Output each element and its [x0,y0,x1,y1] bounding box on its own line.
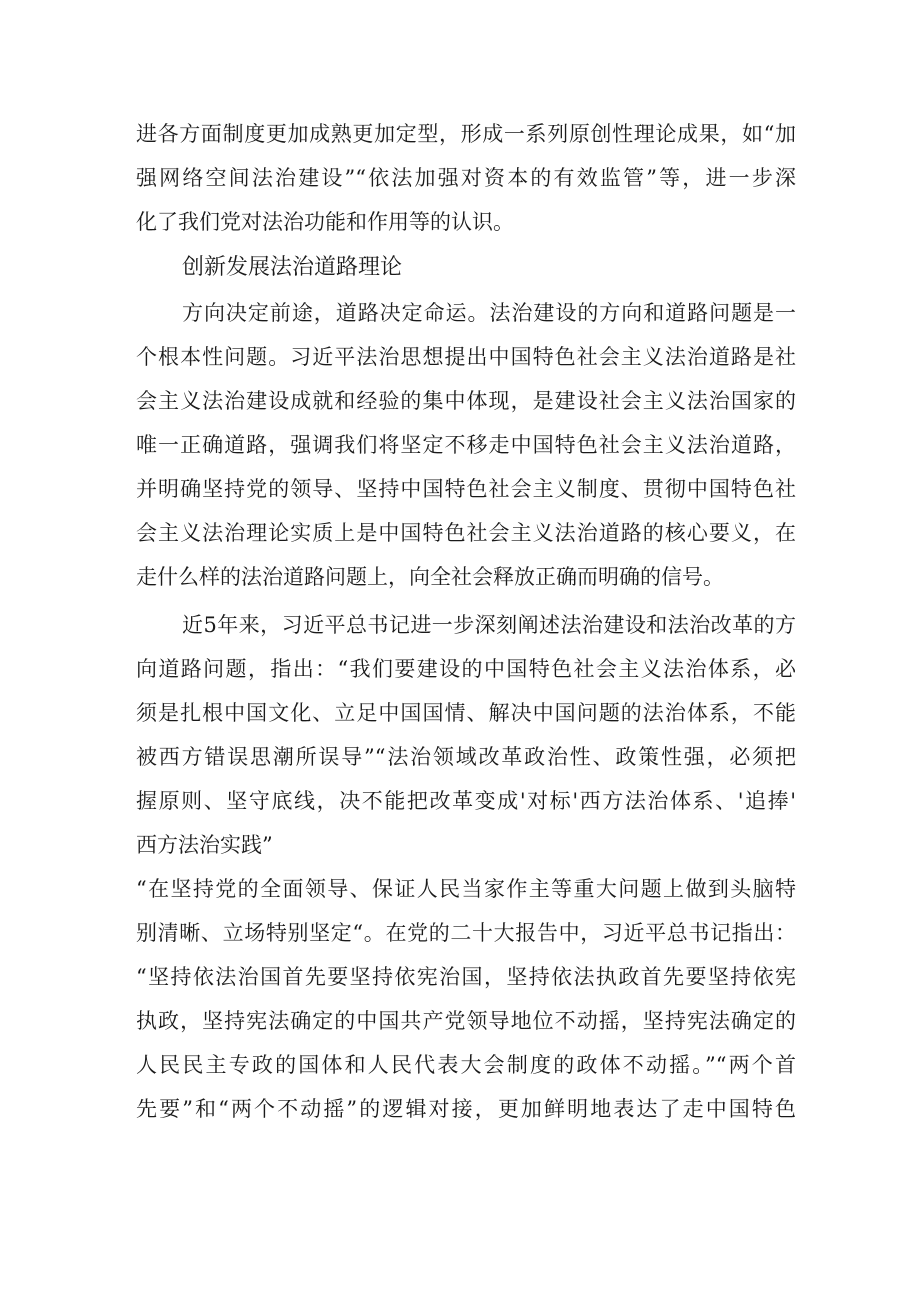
text-line: 进各方面制度更加成熟更加定型，形成一系列原创性理论成果，如“加 [136,122,796,146]
text-line: 先要”和“两个不动摇”的逻辑对接，更加鲜明地表达了走中国特色 [136,1097,796,1121]
text-line: “坚持依法治国首先要坚持依宪治国，坚持依法执政首先要坚持依宪 [136,965,796,989]
text-line: 个根本性问题。习近平法治思想提出中国特色社会主义法治道路是社 [136,345,796,369]
text-line: 执政，坚持宪法确定的中国共产党领导地位不动摇，坚持宪法确定的 [136,1009,796,1033]
text-line: 化了我们党对法治功能和作用等的认识。 [136,210,514,234]
text-line: 方向决定前途，道路决定命运。法治建设的方向和道路问题是一 [182,301,796,325]
text-line: 强网络空间法治建设”“依法加强对资本的有效监管”等，进一步深 [136,166,796,190]
text-line: 西方法治实践” [136,833,273,857]
text-line: “在坚持党的全面领导、保证人民当家作主等重大问题上做到头脑特 [136,877,796,901]
text-line: 会主义法治理论实质上是中国特色社会主义法治道路的核心要义，在 [136,521,796,545]
text-line: 别清晰、立场特别坚定“。在党的二十大报告中，习近平总书记指出： [136,921,796,945]
text-line: 向道路问题，指出：“我们要建设的中国特色社会主义法治体系，必 [136,657,796,681]
text-line: 唯一正确道路，强调我们将坚定不移走中国特色社会主义法治道路， [136,433,796,457]
text-line: 并明确坚持党的领导、坚持中国特色社会主义制度、贯彻中国特色社 [136,477,796,501]
text-line: 人民民主专政的国体和人民代表大会制度的政体不动摇。”“两个首 [136,1053,796,1077]
text-line: 须是扎根中国文化、立足中国国情、解决中国问题的法治体系，不能 [136,701,796,725]
text-line: 握原则、坚守底线，决不能把改革变成'对标'西方法治体系、'追捧' [136,789,796,813]
text-line: 近5年来，习近平总书记进一步深刻阐述法治建设和法治改革的方 [182,613,796,637]
text-line: 走什么样的法治道路问题上，向全社会释放正确而明确的信号。 [136,565,724,589]
text-line: 被西方错误思潮所误导”“法治领域改革政治性、政策性强，必须把 [136,745,796,769]
section-heading: 创新发展法治道路理论 [182,255,403,280]
text-line: 会主义法治建设成就和经验的集中体现，是建设社会主义法治国家的 [136,389,796,413]
